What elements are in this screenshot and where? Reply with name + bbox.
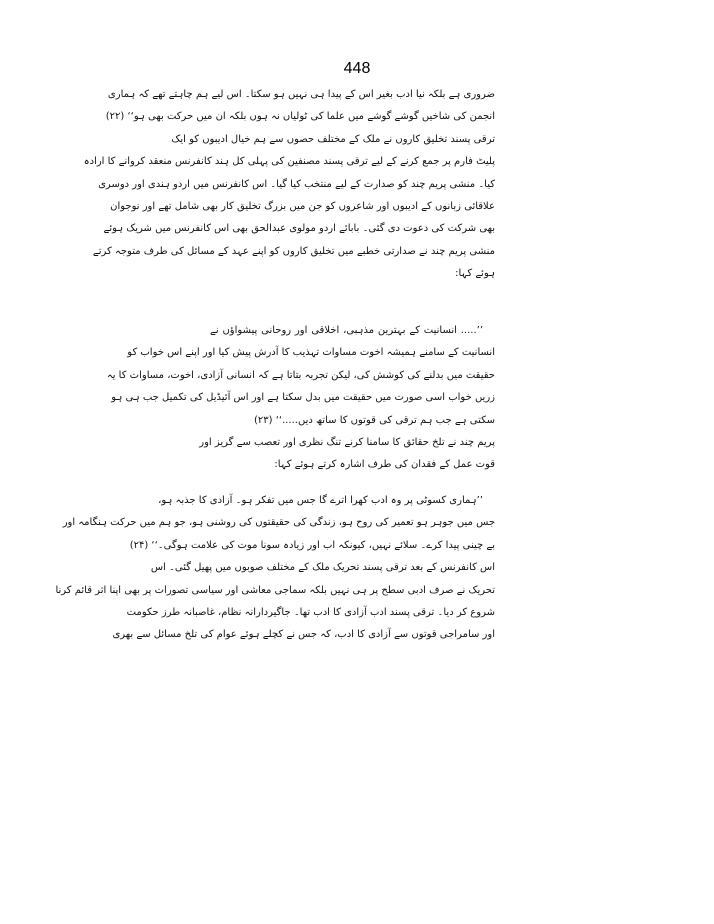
quote-line: جس میں جوہر ہو تعمیر کی روح ہو، زندگی کی حقیقتوں کی روشنی ہو، جو ہم میں حرکت ہنگامہ اور (62, 517, 495, 529)
quote-line: حقیقت میں بدلنے کی کوشش کی، لیکن تجربہ بتاتا ہے کہ انسانی آزادی، اخوت، مساوات کا یہ (106, 369, 495, 381)
text-line: منشی پریم چند نے صدارتی خطبے میں تخلیق کاروں کو اپنے عہد کے مسائل کی طرف متوجہ کرتے (92, 245, 495, 257)
text-line: بھی شرکت کی دعوت دی گئی۔ بابائے اردو مولوی عبدالحق بھی اس کانفرنس میں شریک ہوئے (103, 223, 495, 235)
text-line: اور سامراجی قوتوں سے آزادی کا ادب، کہ جس نے کچلے ہوئے عوام کی تلخ مسائل سے بھری (112, 629, 495, 641)
text-line: کیا۔ منشی پریم چند کو صدارت کے لیے منتخب کیا گیا۔ اس کانفرنس میں اردو ہندی اور دوسری (98, 178, 495, 190)
text-line: ہوئے کہا: (455, 268, 495, 280)
text-line: اس کانفرنس کے بعد ترقی پسند تحریک ملک کے مختلف صوبوں میں پھیل گئی۔ اس (150, 562, 495, 574)
text-line: علاقائی زبانوں کے ادیبوں اور شاعروں کو جن میں بزرگ تخلیق کار بھی شامل تھے اور نوجوان (110, 200, 495, 212)
quote-line: انسانیت کے سامنے ہمیشہ اخوت مساوات تہذیب کا آدرش پیش کیا اور اپنے اس خواب کو (127, 347, 495, 359)
body-text-bottom (55, 490, 495, 647)
text-line: ترقی پسند تخلیق کاروں نے ملک کے مختلف حصوں سے ہم خیال ادیبوں کو ایک (171, 133, 495, 145)
quote-line: ’’ہماری کسوٹی پر وہ ادب کھرا اترے گا جس میں تفکر ہو۔ آزادی کا جذبہ ہو، (158, 495, 483, 506)
text-line: پریم چند نے تلخ حقائق کا سامنا کرنے تنگ نظری اور تعصب سے گریز اور (199, 436, 495, 448)
text-line: ضروری ہے بلکہ نیا ادب بغیر اس کے پیدا ہی نہیں ہو سکتا۔ اس لیے ہم چاہتے تھے کہ ہماری (107, 89, 495, 100)
text-line: تحریک نے صرف ادبی سطح پر ہی نہیں بلکہ سماجی معاشی اور سیاسی تصورات پر بھی اپنا اثر قائم کرنا (55, 584, 495, 596)
quote-line: زریں خواب اسی صورت میں حقیقت میں بدل سکتا ہے اور اس آئیڈیل کی تکمیل جب ہی ہو (111, 392, 495, 404)
text-line: شروع کر دیا۔ ترقی پسند ادب آزادی کا ادب تھا۔ جاگیردارانہ نظام، غاصبانہ طرز حکومت (126, 606, 495, 618)
quote-line: ’’..... انسانیت کے بہترین مذہبی، اخلاقی اور روحانی پیشواؤں نے (210, 325, 483, 336)
text-line: پلیٹ فارم پر جمع کرنے کے لیے ترقی پسند مصنفین کی پہلی کل ہند کانفرنس منعقد کروانے کا ارادہ (83, 156, 495, 168)
text-line: قوت عمل کے فقدان کی طرف اشارہ کرتے ہوئے کہا: (274, 459, 495, 471)
body-text-top (83, 84, 495, 286)
body-text-middle (106, 320, 495, 477)
page-number: 448 (343, 60, 371, 77)
text-line: انجمن کی شاخیں گوشے گوشے میں علما کی ٹولیاں نہ ہوں بلکہ ان میں حرکت بھی ہو‘‘ (۲۲) (105, 111, 495, 123)
quote-line: بے چینی پیدا کرے۔ سلائے نہیں، کیونکہ اب اور زیادہ سونا موت کی علامت ہوگی۔‘‘ (۲۴) (129, 539, 495, 551)
quote-line: سکتی ہے جب ہم ترقی کی قوتوں کا ساتھ دیں.....‘‘ (۲۳) (253, 414, 495, 426)
